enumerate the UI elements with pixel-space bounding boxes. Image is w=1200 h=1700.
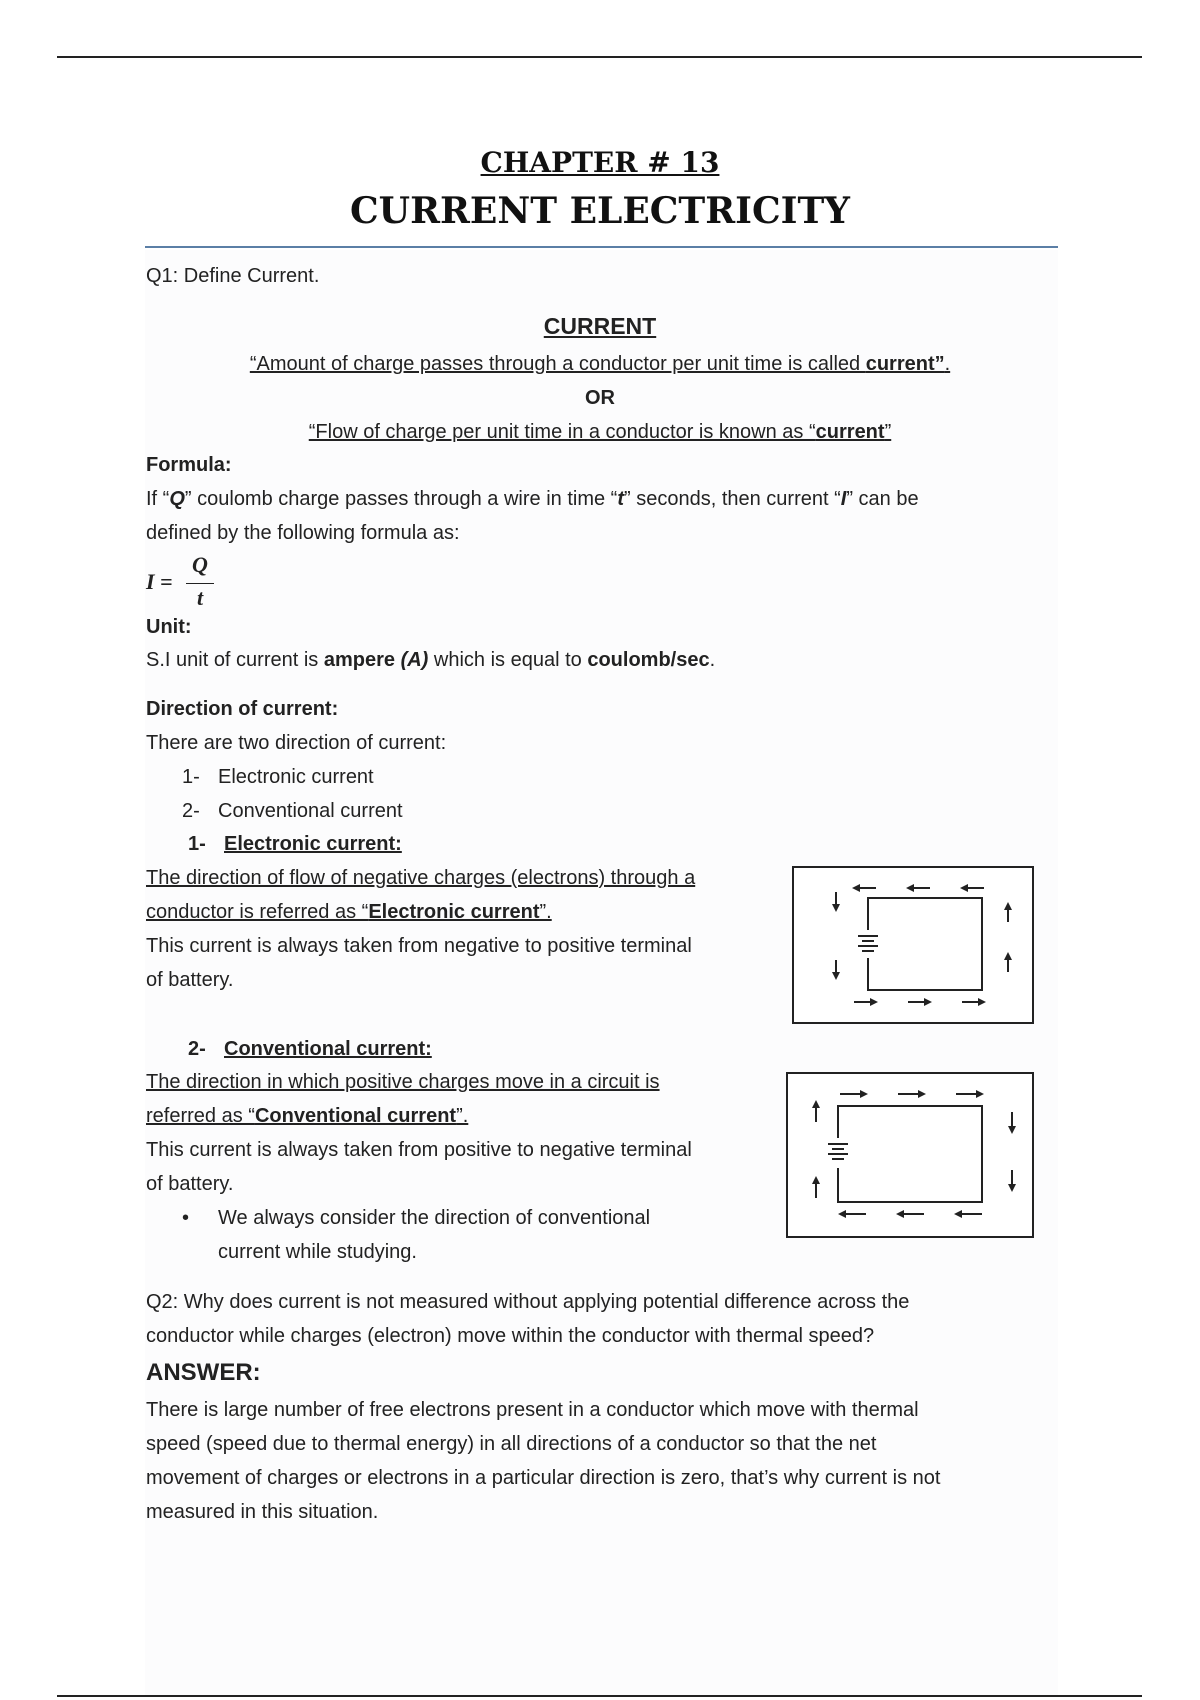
formula-symbol-t: t — [617, 488, 624, 510]
conventional-line-4: of battery. — [146, 1173, 234, 1195]
title-underline — [145, 246, 1058, 248]
electronic-line-4: of battery. — [146, 969, 234, 991]
battery-icon — [856, 930, 880, 958]
unit-text — [146, 649, 715, 672]
electronic-current-diagram — [792, 866, 1034, 1024]
answer-line-2: speed (speed due to thermal energy) in all directions of a conductor so that the net — [146, 1433, 877, 1455]
answer-line-3: movement of charges or electrons in a particular direction is zero, that’s why current is not — [146, 1467, 941, 1489]
electronic-heading: Electronic current: — [224, 833, 402, 855]
circuit-wire — [868, 898, 982, 990]
list-text: Electronic current — [218, 766, 374, 788]
list-number: 1- — [182, 766, 200, 788]
answer-line-1: There is large number of free electrons present in a conductor which move with thermal — [146, 1399, 919, 1421]
direction-label: Direction of current: — [146, 698, 339, 720]
formula-text-d: ” can be — [846, 488, 919, 510]
conventional-l2-a: referred as “ — [146, 1105, 255, 1127]
formula-label: Formula: — [146, 454, 232, 476]
definition-1 — [0, 353, 1200, 376]
equation-denominator: t — [196, 585, 204, 610]
chapter-number: CHAPTER # 13 — [480, 146, 720, 179]
unit-text-a: S.I unit of current is — [146, 649, 324, 671]
formula-text-c: ” seconds, then current “ — [624, 488, 841, 510]
bullet-icon: • — [182, 1207, 190, 1229]
unit-text-b: which is equal to — [428, 649, 588, 671]
formula-text-b: ” coulomb charge passes through a wire in time “ — [184, 488, 618, 510]
conventional-line-1: The direction in which positive charges move in a circuit is — [146, 1071, 660, 1093]
list-text: Conventional current — [218, 800, 403, 822]
unit-ampere: ampere — [323, 649, 401, 671]
conventional-heading: Conventional current: — [224, 1038, 432, 1060]
electronic-circuit-svg — [794, 868, 1032, 1022]
circuit-wire — [838, 1106, 982, 1202]
conventional-circuit-svg — [788, 1074, 1032, 1236]
electronic-line-1: The direction of flow of negative charges (electrons) through a — [146, 867, 696, 889]
unit-label: Unit: — [146, 616, 192, 638]
list-item — [182, 766, 374, 789]
formula-line-2: defined by the following formula as: — [146, 522, 460, 544]
formula-symbol-i: I — [840, 488, 847, 510]
bullet-line-2: current while studying. — [218, 1241, 417, 1263]
direction-intro: There are two direction of current: — [146, 732, 447, 754]
list-number: 2- — [182, 800, 200, 822]
answer-line-4: measured in this situation. — [146, 1501, 379, 1523]
electronic-l2-a: conductor is referred as “ — [146, 901, 369, 923]
q2-line-2: conductor while charges (electron) move within the conductor with thermal speed? — [146, 1325, 875, 1347]
current-equation — [146, 552, 226, 616]
definition-2-term: current — [815, 421, 885, 443]
conventional-line-3: This current is always taken from positive to negative terminal — [146, 1139, 692, 1161]
or-separator: OR — [585, 387, 615, 409]
top-rule — [57, 56, 1142, 58]
electronic-l2-term: Electronic current — [368, 901, 540, 923]
conventional-line-2 — [146, 1105, 468, 1128]
unit-text-end: . — [709, 649, 716, 671]
equation-numerator: Q — [192, 552, 208, 577]
electronic-number: 1- — [188, 833, 206, 855]
unit-symbol: (A) — [400, 649, 429, 671]
list-item — [182, 800, 403, 823]
definition-2-end: ” — [884, 421, 892, 443]
conventional-l2-term: Conventional current — [254, 1105, 457, 1127]
electronic-l2-end: ”. — [539, 901, 552, 923]
bottom-rule — [57, 1695, 1142, 1697]
fraction-bar — [186, 583, 214, 584]
conventional-l2-end: ”. — [456, 1105, 469, 1127]
conventional-number: 2- — [188, 1038, 206, 1060]
definition-2 — [0, 421, 1200, 444]
bullet-line-1: We always consider the direction of conventional — [218, 1207, 651, 1229]
definition-1-text: “Amount of charge passes through a conductor per unit time is called — [249, 353, 866, 375]
formula-symbol-q: Q — [169, 488, 185, 510]
chapter-title: CURRENT ELECTRICITY — [350, 190, 850, 232]
formula-line-1 — [146, 488, 919, 511]
electronic-line-2 — [146, 901, 552, 924]
definition-1-end: . — [944, 353, 951, 375]
battery-icon — [826, 1138, 850, 1168]
definition-1-term: current” — [865, 353, 945, 375]
formula-text-a: If “ — [146, 488, 170, 510]
q1-question: Q1: Define Current. — [146, 265, 320, 287]
electronic-line-3: This current is always taken from negative to positive terminal — [146, 935, 692, 957]
conventional-current-diagram — [786, 1072, 1034, 1238]
unit-coulomb-sec: coulomb/sec — [587, 649, 710, 671]
q2-line-1: Q2: Why does current is not measured without applying potential difference across the — [146, 1291, 910, 1313]
current-heading: CURRENT — [543, 313, 657, 339]
answer-label: ANSWER: — [146, 1359, 261, 1386]
definition-2-text: “Flow of charge per unit time in a conductor is known as “ — [308, 421, 816, 443]
equation-lhs: I = — [146, 569, 173, 594]
